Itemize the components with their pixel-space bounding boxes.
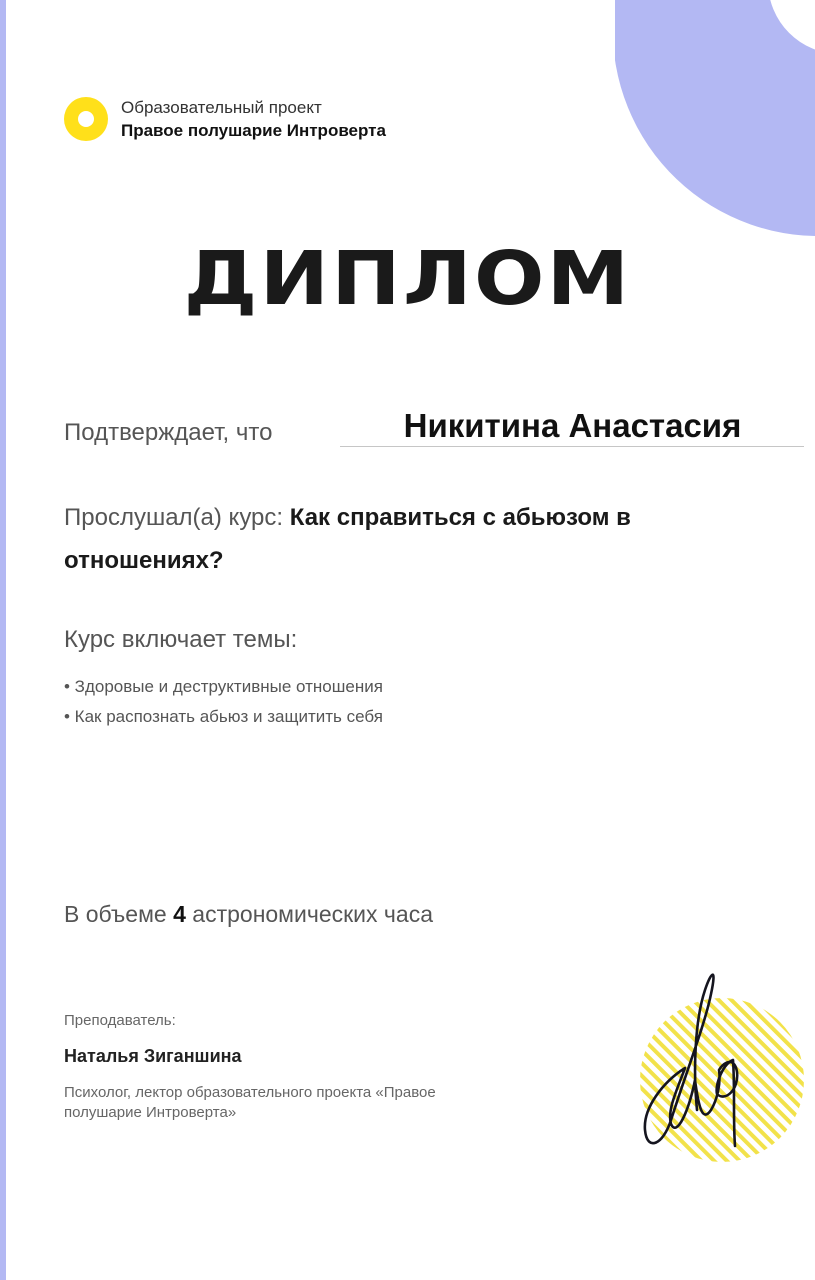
course-statement	[64, 496, 764, 582]
project-logo	[63, 96, 109, 142]
course-name: Как справиться с абьюзом в отношениях?	[64, 504, 631, 574]
hours-prefix: В объеме	[64, 901, 174, 927]
teacher-label: Преподаватель:	[64, 1012, 176, 1029]
left-accent-strip	[0, 0, 6, 1280]
topics-header: Курс включает темы:	[64, 626, 298, 653]
hours-count: 4	[173, 901, 186, 927]
corner-decoration	[615, 0, 815, 240]
project-subtitle: Образовательный проект	[121, 98, 322, 117]
course-prefix: Прослушал(а) курс:	[64, 504, 290, 531]
recipient-name: Никитина Анастасия	[403, 407, 742, 444]
signature	[625, 960, 810, 1165]
hours-statement	[64, 901, 433, 928]
diploma-title: ДИПЛОМ	[183, 236, 632, 322]
confirm-label: Подтверждает, что	[64, 419, 273, 446]
teacher-name: Наталья Зиганшина	[64, 1046, 242, 1066]
teacher-description: Психолог, лектор образовательного проекта «Правое полушарие Интроверта»	[64, 1084, 436, 1121]
project-name: Правое полушарие Интроверта	[121, 121, 386, 140]
topic-item: • Как распознать абьюз и защитить себя	[64, 707, 383, 726]
name-underline	[340, 446, 804, 447]
topic-item: • Здоровые и деструктивные отношения	[64, 677, 383, 696]
hours-suffix: астрономических часа	[185, 901, 433, 927]
